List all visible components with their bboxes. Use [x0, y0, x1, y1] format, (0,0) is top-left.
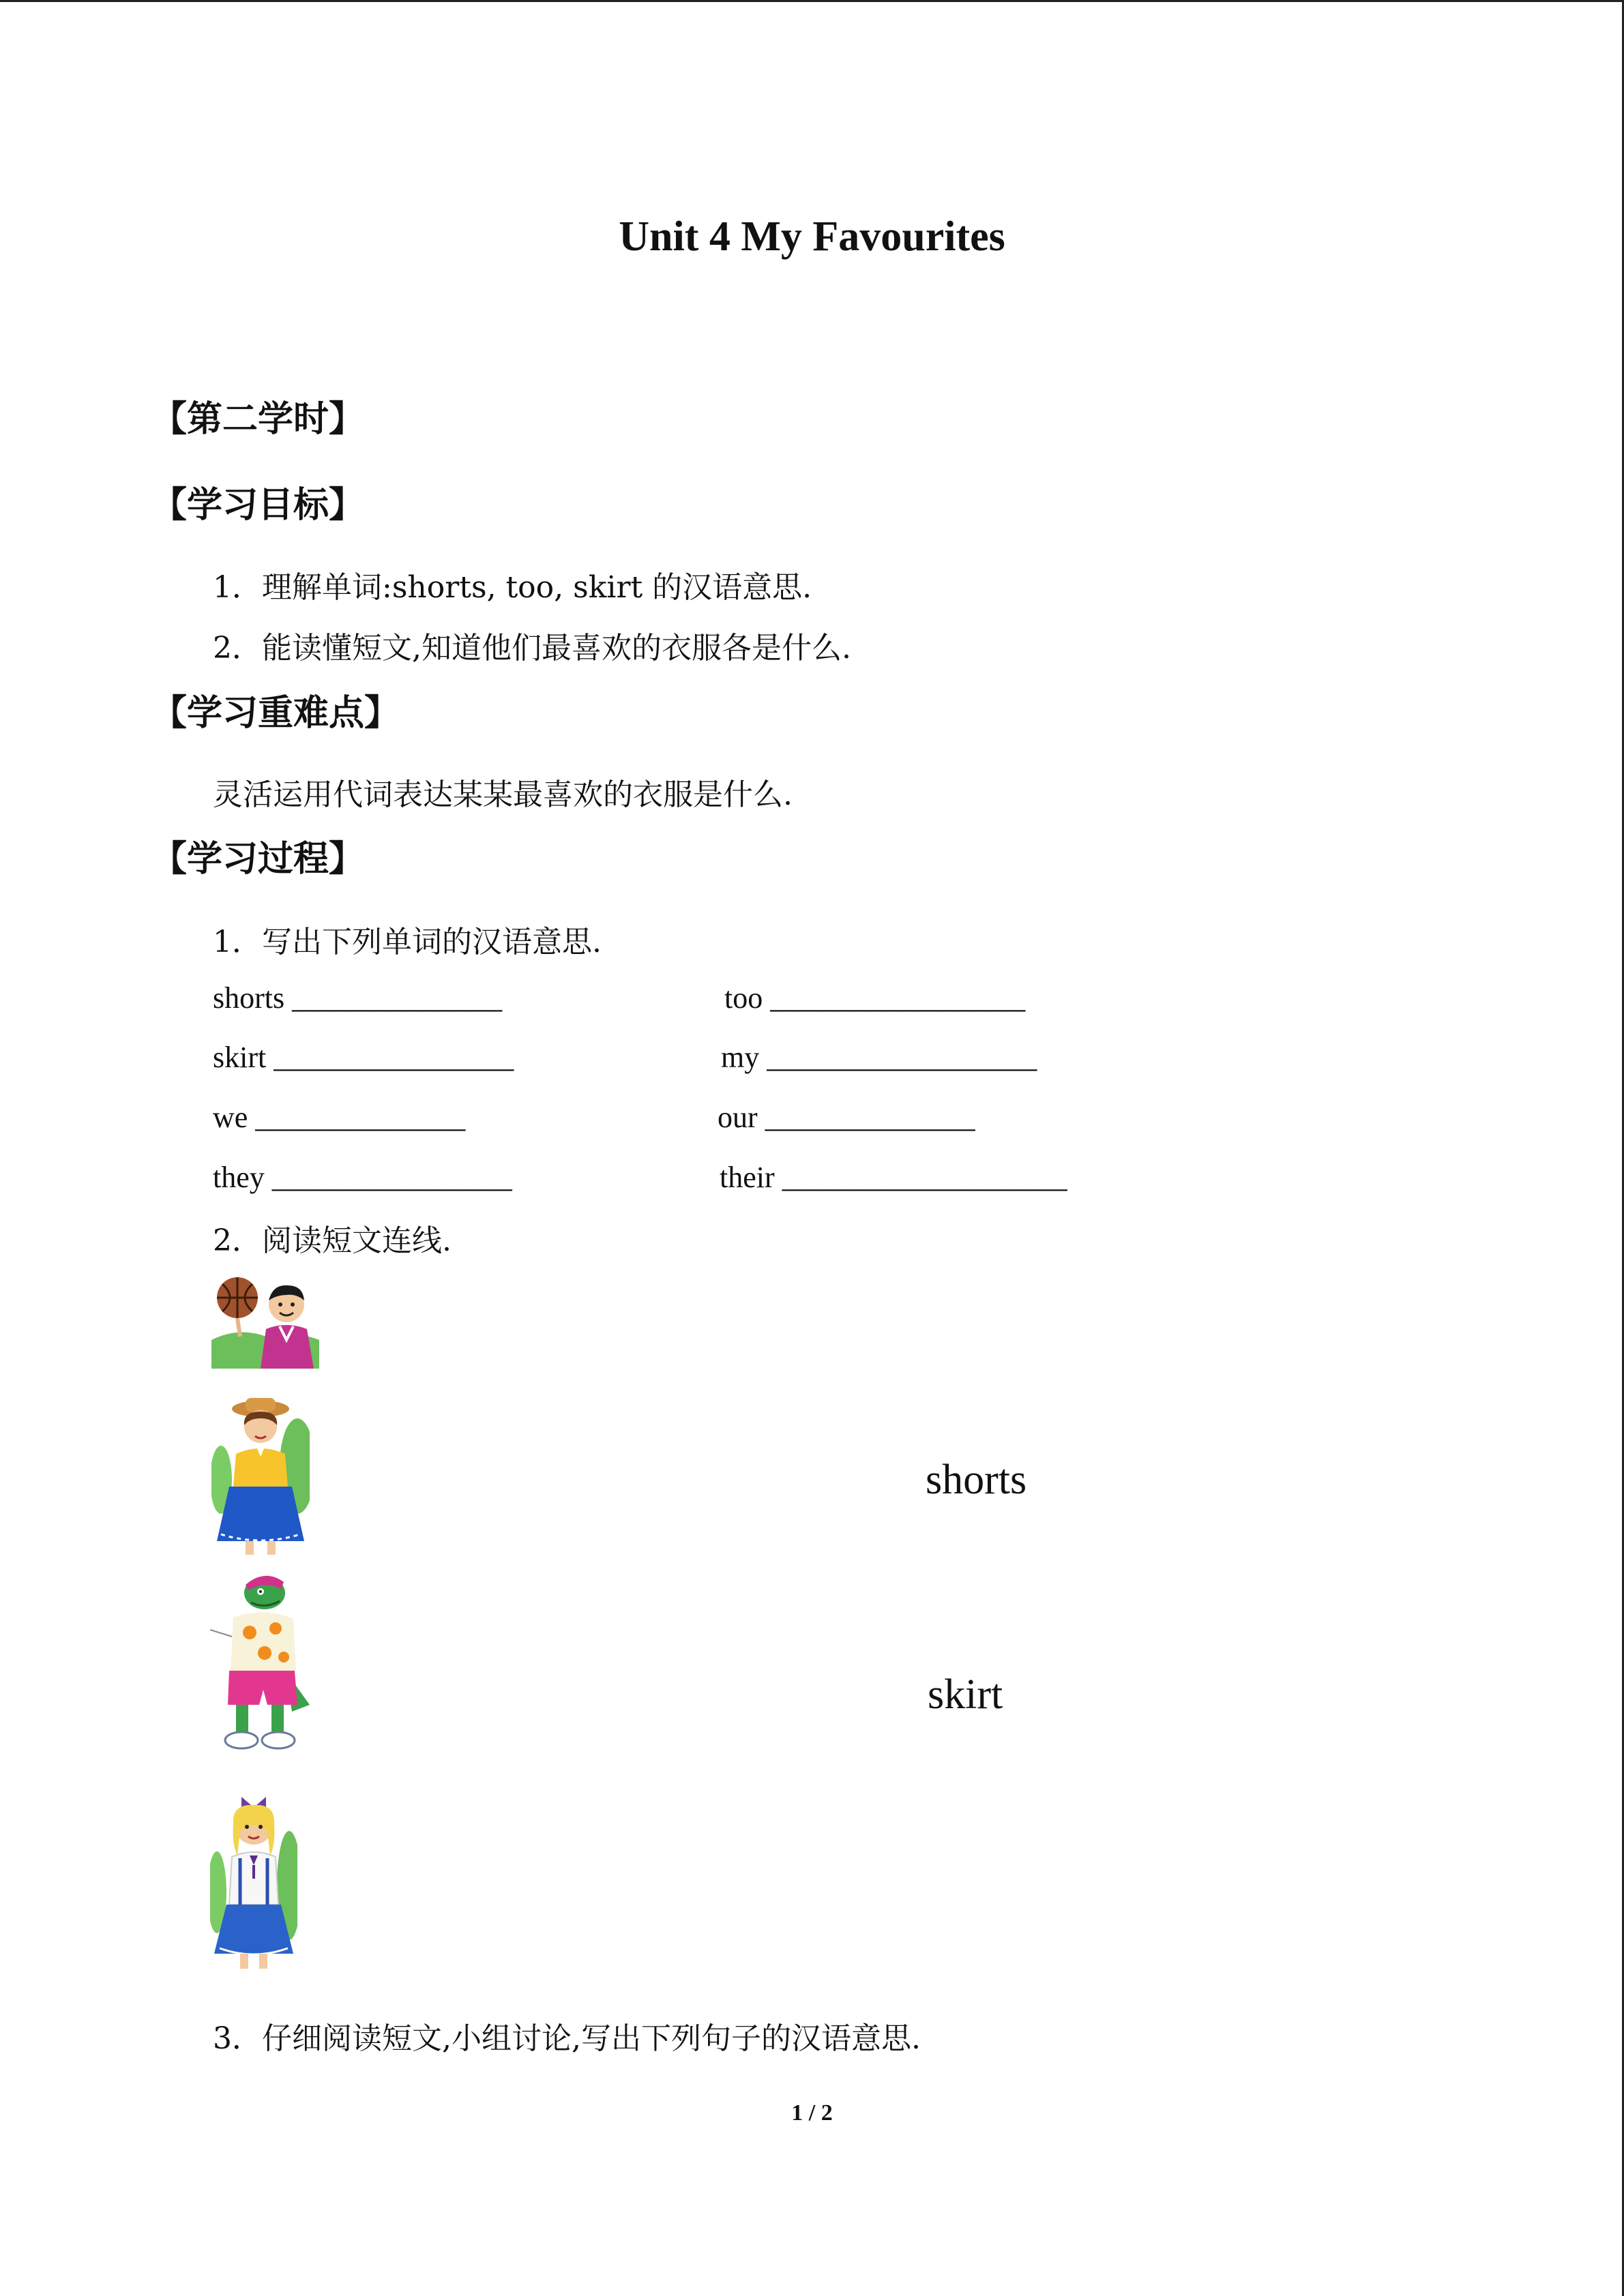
vocab-we: we ______________ — [213, 1101, 466, 1134]
vocab-shorts: shorts ______________ — [213, 981, 503, 1015]
vocab-their: their ___________________ — [720, 1161, 1067, 1194]
task-2-instruction: 2．阅读短文连线. — [213, 1223, 452, 1258]
key-points-text: 灵活运用代词表达某某最喜欢的衣服是什么. — [213, 777, 793, 812]
girl-in-blue-skirt-picture — [211, 1391, 310, 1555]
objective-item-1: 1．理解单词:shorts, too, skirt 的汉语意思. — [213, 570, 812, 605]
page-number: 1 / 2 — [791, 2100, 833, 2126]
match-word-shorts: shorts — [926, 1457, 1027, 1503]
vocab-they: they ________________ — [213, 1161, 512, 1194]
page-title: Unit 4 My Favourites — [619, 213, 1005, 260]
key-points-heading: 【学习重难点】 — [151, 693, 400, 734]
vocab-too: too _________________ — [724, 981, 1026, 1015]
dinosaur-in-shorts-picture — [210, 1568, 310, 1758]
process-heading: 【学习过程】 — [151, 839, 365, 880]
lesson-heading: 【第二学时】 — [151, 399, 365, 440]
objective-item-2: 2．能读懂短文,知道他们最喜欢的衣服各是什么. — [213, 631, 851, 666]
girl-in-white-blouse-picture — [210, 1790, 297, 1969]
task-3-instruction: 3．仔细阅读短文,小组讨论,写出下列句子的汉语意思. — [213, 2021, 921, 2056]
task-1-instruction: 1．写出下列单词的汉语意思. — [213, 925, 602, 959]
vocab-my: my __________________ — [721, 1041, 1037, 1074]
match-word-skirt: skirt — [928, 1671, 1003, 1718]
objectives-heading: 【学习目标】 — [151, 485, 365, 526]
vocab-skirt: skirt ________________ — [213, 1041, 514, 1074]
page-top-border — [0, 0, 1624, 2]
boy-with-basketball-picture — [211, 1272, 319, 1369]
vocab-our: our ______________ — [718, 1101, 975, 1134]
